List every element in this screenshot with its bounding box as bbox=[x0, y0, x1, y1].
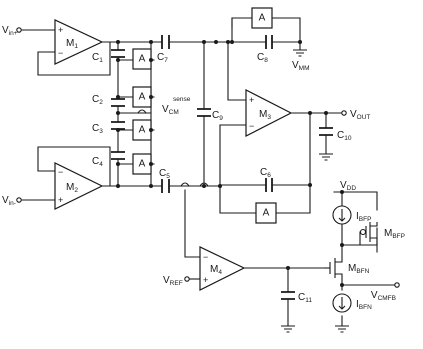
svg-text:C7: $C_7$ bbox=[157, 52, 168, 64]
svg-text:A: A bbox=[138, 158, 146, 170]
ground-icon bbox=[335, 326, 349, 332]
svg-text:A: A bbox=[262, 207, 270, 219]
amp-m3-plus: + bbox=[249, 95, 255, 105]
mbfp-label: $M_{BFP}$ bbox=[384, 228, 405, 240]
amp-m1-label: $M_1$ bbox=[66, 38, 78, 50]
ground-symbols bbox=[281, 50, 349, 332]
current-source-ibfn bbox=[333, 294, 372, 312]
label-vout: $V_{OUT}$ bbox=[350, 109, 371, 121]
svg-text:C3: $C_3$ bbox=[92, 123, 103, 135]
capacitor-c10 bbox=[319, 128, 352, 142]
svg-text:C9: $C_9$ bbox=[212, 110, 223, 122]
terminal-vcmfb bbox=[395, 283, 399, 287]
capacitor-c2 bbox=[92, 94, 125, 106]
amp-m4-label: $M_4$ bbox=[210, 264, 222, 276]
current-source-ibfp bbox=[333, 206, 371, 224]
label-vcmfb: $V_{CMFB}$ bbox=[370, 290, 396, 302]
capacitor-c1 bbox=[92, 50, 125, 64]
ground-icon bbox=[293, 50, 307, 56]
svg-text:A: A bbox=[138, 91, 146, 103]
svg-text:C11: $C_{11}$ bbox=[298, 292, 312, 304]
svg-text:C5: $C_5$ bbox=[159, 168, 170, 180]
label-vin-plus: $V_{in+}$ bbox=[2, 25, 18, 37]
a-box-3 bbox=[133, 120, 151, 140]
amp-m3-label: $M_3$ bbox=[259, 109, 271, 121]
capacitor-c3 bbox=[92, 122, 125, 135]
capacitor-c11 bbox=[281, 292, 312, 304]
amp-m4-plus: + bbox=[203, 275, 209, 285]
capacitor-c9 bbox=[197, 109, 223, 122]
label-vmm: $V_{MM}$ bbox=[292, 60, 310, 72]
wire-m3-minus bbox=[220, 125, 246, 185]
wire-vdd bbox=[334, 192, 362, 206]
terminal-vin-minus bbox=[17, 198, 21, 202]
svg-text:A: A bbox=[138, 53, 146, 65]
a-box-1 bbox=[133, 49, 151, 69]
svg-text:C8: $C_8$ bbox=[257, 52, 268, 64]
amp-m4 bbox=[200, 247, 244, 290]
terminal-vout bbox=[342, 111, 346, 115]
amp-m1-plus: + bbox=[58, 25, 64, 35]
svg-text:C1: $C_1$ bbox=[92, 52, 103, 64]
amp-m2-plus: + bbox=[58, 195, 64, 205]
wire-m3-plus bbox=[228, 42, 246, 100]
svg-text:A: A bbox=[138, 124, 146, 136]
svg-text:C6: $C_6$ bbox=[260, 167, 271, 179]
label-vin-minus: $V_{in-}$ bbox=[2, 195, 16, 207]
transistor-mbfn bbox=[324, 256, 370, 280]
ground-icon bbox=[319, 154, 333, 160]
ibfn-label: $I_{BFN}$ bbox=[356, 299, 372, 311]
ibfp-label: $I_{BFP}$ bbox=[356, 211, 372, 223]
amp-m2-label: $M_2$ bbox=[66, 182, 78, 194]
terminal-vref bbox=[185, 277, 189, 281]
ground-icon bbox=[281, 326, 295, 332]
label-vcm-sense: $V_{CM}$ bbox=[162, 104, 179, 116]
svg-text:C4: $C_4$ bbox=[92, 156, 103, 168]
transistor-mbfp bbox=[361, 222, 406, 244]
amp-m4-minus: − bbox=[203, 252, 209, 262]
a-box-2 bbox=[133, 87, 151, 107]
a-box-4 bbox=[133, 154, 151, 174]
amp-m3 bbox=[246, 90, 291, 136]
svg-text:C2: $C_2$ bbox=[92, 94, 103, 106]
a-box-top bbox=[252, 8, 272, 28]
amp-m3-minus: − bbox=[249, 121, 255, 131]
a-box-bottom bbox=[256, 203, 276, 223]
mbfn-label: $M_{BFN}$ bbox=[348, 263, 370, 275]
capacitor-c5 bbox=[159, 168, 170, 193]
capacitor-c4 bbox=[92, 152, 125, 168]
svg-text:A: A bbox=[258, 12, 266, 24]
label-vdd: $V_{DD}$ bbox=[340, 180, 357, 192]
wire-bfp-source bbox=[362, 192, 377, 210]
capacitor-c7 bbox=[157, 35, 169, 64]
label-vref: $V_{REF}$ bbox=[163, 275, 183, 287]
amp-m2-minus: − bbox=[58, 167, 64, 177]
label-vcm-sense-sup: sense bbox=[173, 96, 191, 103]
svg-text:C10: $C_{10}$ bbox=[337, 130, 352, 142]
wire-vcm-to-m4 bbox=[185, 190, 200, 257]
capacitor-c8 bbox=[257, 35, 272, 64]
amp-m2 bbox=[55, 163, 102, 209]
amp-m1-minus: − bbox=[58, 48, 64, 58]
capacitor-c6 bbox=[260, 167, 272, 192]
net-labels bbox=[2, 25, 396, 302]
